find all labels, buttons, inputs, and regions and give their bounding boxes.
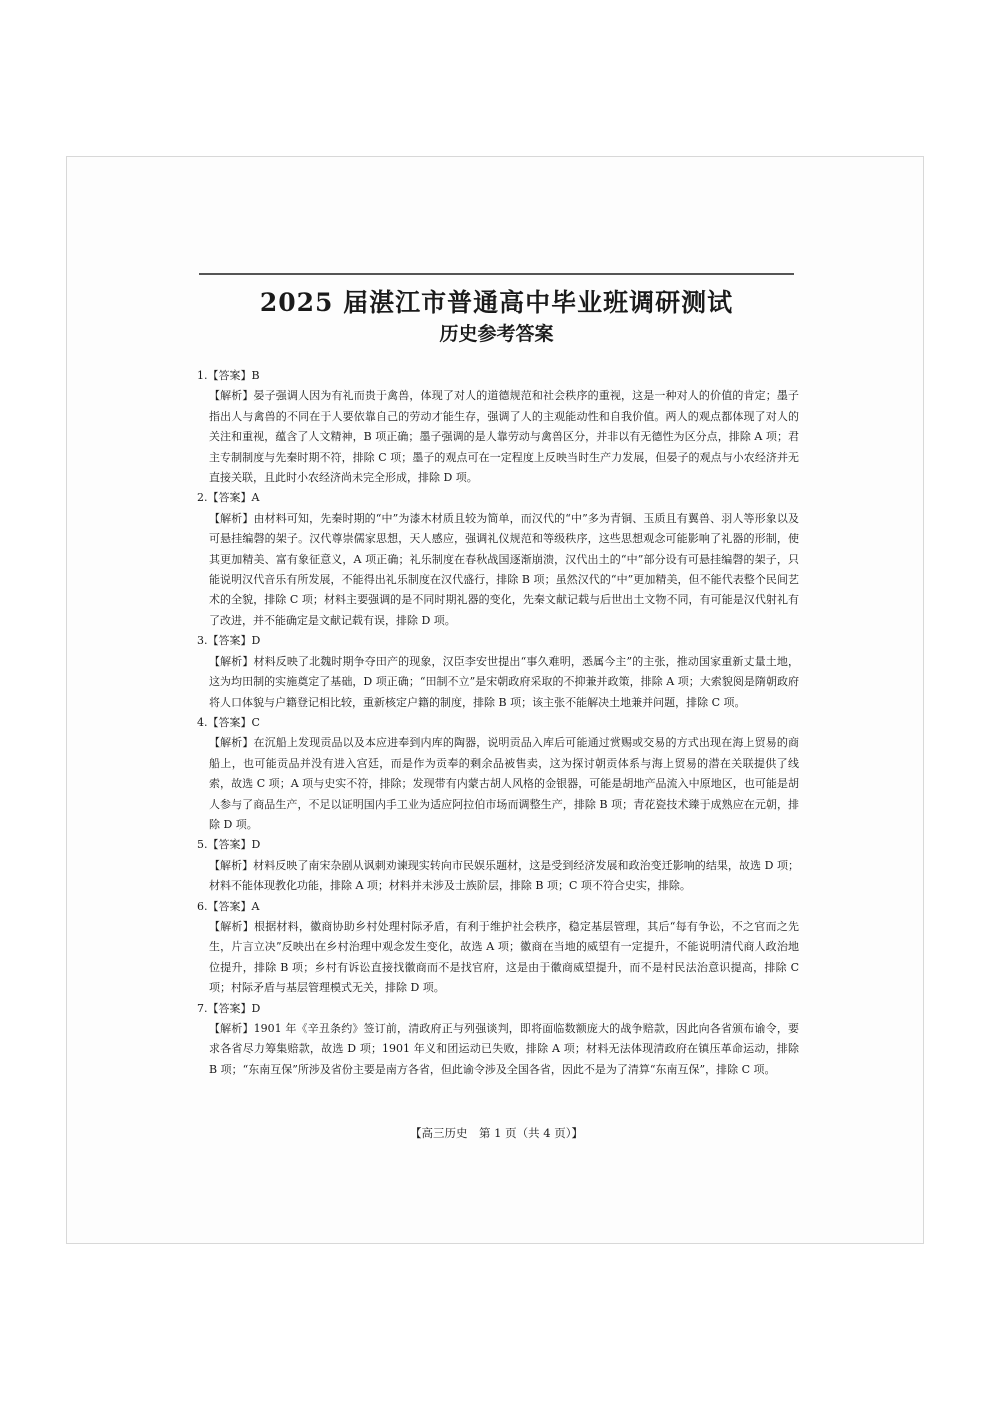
question-number: 7. bbox=[197, 1001, 208, 1015]
analysis-text: 【解析】晏子强调人因为有礼而贵于禽兽，体现了对人的道德规范和社会秩序的重视，这是一种对人的价值的肯定；墨子指出人与禽兽的不同在于人要依靠自己的劳动才能生存，强调了人的主观能动性和自我价值。两人的观点都体现了对人的关注和重视，蕴含了人文精神，B 项正确；墨子强调的是人靠劳动与禽兽区分，并非以有无德性为区分点，排除 A 项；君主专制制度与先秦时期不符，排除 C 项；墨子的观点可在一定程度上反映当时生产力发展，但晏子的观点与小农经济并无直接关联，且此时小农经济尚未完全形成，排除 D 项。 bbox=[209, 389, 799, 485]
answer-letter: A bbox=[251, 491, 260, 505]
analysis-text: 【解析】由材料可知，先秦时期的“中”为漆木材质且较为简单，而汉代的“中”多为青铜、玉质且有翼兽、羽人等形象以及可悬挂编磬的架子。汉代尊崇儒家思想，天人感应，强调礼仪规范和等级秩序，这些思想观念可能影响了礼器的形制，使其更加精美、富有象征意义，A 项正确；礼乐制度在春秋战国逐渐崩溃，汉代出土的“中”部分设有可悬挂编磬的架子，只能说明汉代音乐有所发展，不能得出礼乐制度在汉代盛行，排除 B 项；虽然汉代的“中”更加精美，但不能代表整个民间艺术的全貌，排除 C 项；材料主要强调的是不同时期礼器的变化，先秦文献记载与后世出土文物不同，有可能是汉代射礼有了改进，并不能确定是文献记载有误，排除 D 项。 bbox=[209, 511, 799, 627]
answer-line bbox=[197, 999, 799, 1019]
answer-line bbox=[197, 488, 799, 508]
question-6 bbox=[197, 897, 799, 999]
answer-letter: C bbox=[251, 715, 260, 729]
answer-line bbox=[197, 713, 799, 733]
answer-line bbox=[197, 366, 799, 386]
analysis-text: 【解析】材料反映了北魏时期争夺田产的现象，汉臣李安世提出“事久难明，悉属今主”的主张，推动国家重新丈量土地，这为均田制的实施奠定了基础，D 项正确；“田制不立”是宋朝政府采取的不抑兼并政策，排除 A 项；大索貌阅是隋朝政府将人口体貌与户籍登记相比较，重新核定户籍的制度，排除 B 项；该主张不能解决土地兼并问题，排除 C 项。 bbox=[209, 654, 799, 709]
answer-letter: B bbox=[251, 369, 260, 382]
answer-letter: D bbox=[251, 838, 261, 852]
answer-label: 【答案】 bbox=[207, 634, 252, 648]
answer-letter: D bbox=[251, 1001, 261, 1015]
question-number: 3. bbox=[197, 634, 208, 648]
analysis-text: 【解析】根据材料，徽商协助乡村处理村际矛盾，有利于维护社会秩序，稳定基层管理，其后“每有争讼，不之官而之先生，片言立决”反映出在乡村治理中观念发生变化，故选 A 项；徽商在当地的威望有一定提升，不能说明清代商人政治地位提升，排除 B 项；乡村有诉讼直接找徽商而不是找官府，这是由于徽商威望提升，而不是村民法治意识提高，排除 C 项；村际矛盾与基层管理模式无关，排除 D 项。 bbox=[209, 919, 799, 995]
answer-list bbox=[197, 366, 799, 1080]
question-7 bbox=[197, 999, 799, 1081]
page-footer: 【高三历史 第 1 页（共 4 页）】 bbox=[409, 1126, 583, 1140]
answer-label: 【答案】 bbox=[207, 838, 252, 852]
question-1 bbox=[197, 366, 799, 488]
answer-label: 【答案】 bbox=[207, 1001, 252, 1015]
document-subtitle: 历史参考答案 bbox=[439, 323, 554, 345]
question-number: 2. bbox=[197, 491, 208, 505]
document-title: 2025 届湛江市普通高中毕业班调研测试 bbox=[259, 288, 734, 317]
answer-label: 【答案】 bbox=[207, 899, 252, 913]
question-number: 6. bbox=[197, 899, 208, 913]
answer-letter: D bbox=[251, 634, 261, 648]
answer-letter: A bbox=[251, 899, 260, 913]
answer-label: 【答案】 bbox=[207, 369, 252, 382]
analysis-text: 【解析】材料反映了南宋杂剧从讽刺劝谏现实转向市民娱乐题材，这是受到经济发展和政治变迁影响的结果，故选 D 项；材料不能体现教化功能，排除 A 项；材料并未涉及士族阶层，排除 B 项；C 项不符合史实，排除。 bbox=[209, 858, 799, 893]
answer-label: 【答案】 bbox=[207, 491, 252, 505]
analysis-text: 【解析】在沉船上发现贡品以及本应进奉到内库的陶器，说明贡品入库后可能通过赏赐或交易的方式出现在海上贸易的商船上，也可能贡品并没有进入宫廷，而是作为贡奉的剩余品被售卖，这为探讨朝贡体系与海上贸易的潜在关联提供了线索，故选 C 项；A 项与史实不符，排除；发现带有内蒙古胡人风格的金银器，可能是胡地产品流入中原地区，也可能是胡人参与了商品生产，不足以证明国内手工业为适应阿拉伯市场而调整生产，排除 B 项；青花瓷技术臻于成熟应在元朝，排除 D 项。 bbox=[209, 736, 799, 831]
answer-line bbox=[197, 897, 799, 917]
question-3 bbox=[197, 631, 799, 713]
answer-line bbox=[197, 631, 799, 651]
question-number: 4. bbox=[197, 715, 208, 729]
answer-line bbox=[197, 835, 799, 855]
header-rule bbox=[199, 273, 794, 275]
question-4 bbox=[197, 713, 799, 835]
question-number: 1. bbox=[197, 369, 208, 382]
analysis-text: 【解析】1901 年《辛丑条约》签订前，清政府正与列强谈判，即将面临数额庞大的战争赔款，因此向各省颁布谕令，要求各省尽力筹集赔款，故选 D 项；1901 年义和团运动已失败，排除 A 项；材料无法体现清政府在镇压革命运动，排除 B 项；“东南互保”所涉及省份主要是南方各省，但此谕令涉及全国各省，因此不是为了清算“东南互保”，排除 C 项。 bbox=[209, 1022, 799, 1076]
question-number: 5. bbox=[197, 838, 208, 852]
question-5 bbox=[197, 835, 799, 896]
question-2 bbox=[197, 488, 799, 631]
answer-label: 【答案】 bbox=[207, 715, 252, 729]
